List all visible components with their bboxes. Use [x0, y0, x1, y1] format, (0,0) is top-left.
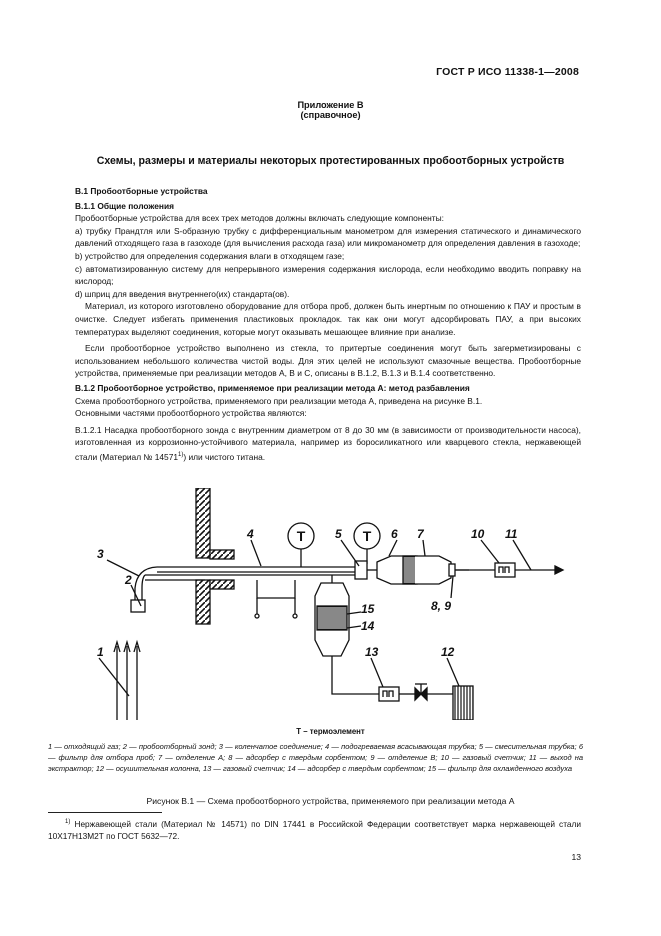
paragraph-text: ) или чистого титана.	[183, 451, 266, 462]
paragraph: Если пробоотборное устройство выполнено из стекла, то притертые соединения могут быть загерметизированы с использованием небольшого количества чистой воды. Для этих целей не используют смазочные вещества. Пробоотборные устройства, применяемые при реализации методов А, В и С, описаны в В.1.2, В.1.3 и В.1.4 соответственно.	[75, 343, 581, 379]
gauge-label: T	[362, 528, 372, 544]
duct-wall-upper	[196, 488, 210, 558]
section-heading-b1: В.1 Пробоотборные устройства	[75, 186, 208, 196]
paragraph-text: В.1.2.1 Насадка пробоотборного зонда с внутренним диаметром от 8 до 30 мм (в зависимости от производительности насоса), изготовленная из коррозионно-устойчивого материала, например из боросиликатного или кварцевого стекла, нержавеющей стали (Материал № 14571	[75, 424, 581, 462]
label-13: 13	[365, 645, 379, 659]
probe-nozzle	[131, 600, 145, 612]
annex-title: Приложение В	[297, 100, 364, 110]
list-item-b: b) устройство для определения содержания влаги в отходящем газе;	[75, 250, 345, 261]
list-item-c: с) автоматизированную систему для непрерывного измерения содержания кислорода, если необходимо вводить поправку на кислород;	[75, 263, 581, 287]
footnote-separator	[48, 812, 162, 813]
label-11: 11	[505, 527, 518, 541]
duct-wall-lower	[196, 580, 210, 624]
label-6: 6	[391, 527, 398, 541]
pipe-support	[257, 580, 295, 598]
paragraph-b121	[75, 424, 581, 464]
main-title: Схемы, размеры и материалы некоторых протестированных пробоотборных устройств	[96, 155, 565, 167]
drying-column-12	[453, 686, 473, 720]
label-12: 12	[441, 645, 455, 659]
figure-caption: Рисунок В.1 — Схема пробоотборного устройства, применяемого при реализации метода А	[146, 796, 515, 806]
flange-lower	[210, 580, 234, 589]
footnote-mark: 1)	[65, 819, 71, 825]
label-4: 4	[247, 527, 254, 541]
label-7: 7	[417, 527, 424, 541]
paragraph: Пробоотборные устройства для всех трех методов должны включать следующие компоненты:	[75, 213, 444, 224]
flange-upper	[210, 550, 234, 559]
label-2: 2	[125, 573, 132, 587]
paragraph: Схема пробоотборного устройства, применяемого при реализации метода А, приведена на рисунке В.1.	[75, 395, 483, 406]
annex-subtitle: (справочное)	[300, 110, 361, 120]
compartment-a	[415, 556, 451, 584]
paragraph: Основными частями пробоотборного устройства являются:	[75, 408, 307, 419]
list-item-a: а) трубку Прандтля или S-образную трубку с дифференциальным манометром для измерения статического и динамического давлений отходящего газа в газоходе (для вычисления расхода газа) или микроманометр для определения давления в газоходе;	[75, 225, 581, 249]
footnote	[48, 816, 581, 842]
elbow	[135, 567, 157, 600]
label-10: 10	[471, 527, 485, 541]
label-1: 1	[97, 645, 104, 659]
list-item-d: d) шприц для введения внутреннего(их) стандарта(ов).	[75, 288, 290, 299]
section-heading-b11: В.1.1 Общие положения	[75, 200, 174, 211]
label-5: 5	[335, 527, 342, 541]
figure-legend: 1 — отходящий газ; 2 — пробоотборный зонд; 3 — коленчатое соединение; 4 — подогреваемая всасывающая трубка; 5 — смесительная трубка; 6 — фильтр для отбора проб; 7 — отделение А; 8 — адсорбер с твердым сорбентом; 9 — отделение В; 10 — газовый счетчик; 11 — выход на экстрактор; 12 — осушительная колонна, 13 — газовый счетчик; 14 — адсорбер с твердым сорбентом; 15 — фильтр для охлажденного воздуха	[48, 742, 583, 773]
footnote-text: Нержавеющей стали (Материал № 14571) по DIN 17441 в Российской Федерации соответствует марка нержавеющей стали 10Х17Н13М2Т по ГОСТ 5632—72.	[48, 818, 582, 841]
label-14: 14	[361, 619, 375, 633]
label-3: 3	[97, 547, 104, 561]
sampling-device-diagram	[85, 488, 565, 720]
document-header: ГОСТ Р ИСО 11338-1—2008	[436, 66, 579, 78]
page-number: 13	[571, 852, 581, 862]
figure-legend-title: Т – термоэлемент	[296, 727, 365, 736]
body-text	[75, 183, 581, 463]
label-15: 15	[361, 602, 375, 616]
section-heading-b12: В.1.2 Пробоотборное устройство, применяемое при реализации метода А: метод разбавления	[75, 382, 470, 393]
label-8-9: 8, 9	[431, 599, 452, 613]
paragraph: Материал, из которого изготовлено оборудование для отбора проб, должен быть инертным по отношению к ПАУ и простым в очистке. Следует избегать применения пластиковых прокладок. так как они могут адсорбировать ПАУ, а при высоких температурах выделяют соединения, которые могут оказывать мешающее влияние при анализе.	[75, 301, 581, 337]
filter-15	[317, 606, 347, 630]
gauge-label: T	[296, 528, 306, 544]
adsorber-8-9	[449, 564, 455, 576]
footnote-ref: 1)	[178, 451, 184, 458]
